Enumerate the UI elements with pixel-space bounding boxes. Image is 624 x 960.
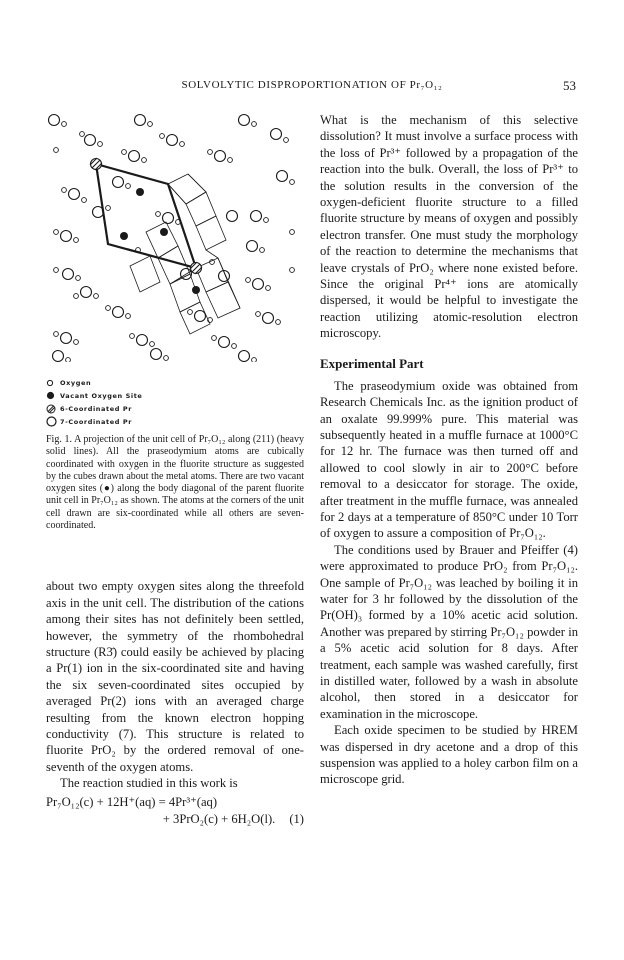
filled-circle-icon [46, 391, 60, 400]
equation-line-1: Pr₇O₁₂(c) + 12H⁺(aq) = 4Pr³⁺(aq) [46, 794, 218, 809]
figure-legend [46, 376, 304, 428]
large-open-circle-icon [46, 416, 60, 427]
page-number: 53 [563, 78, 576, 93]
equation-number: (1) [289, 811, 304, 826]
page-header [0, 79, 624, 95]
paragraph-2: The conditions used by Brauer and Pfeiffer (4) were approximated to produce PrO₂ from Pr₇O₁₂. One sample of Pr₇O₁₂ was leached by boiling it in water for 3 hr followed by the dissolution of the Pr(OH)₃ formed by a 10% acetic acid solution. Another was prepared by stirring Pr₇O₁₂ powder in a 5% acetic acid solution for 8 days. After treatment, each sample was washed carefully, first in distilled water, followed by a wash in absolute alcohol, then stored in a desiccator for examination in the microscope. [320, 542, 578, 721]
unit-cell-figure [46, 112, 304, 362]
legend-label: Vacant Oxygen Site [60, 391, 143, 400]
small-open-circle-icon [46, 379, 60, 387]
legend-item-vacant-oxygen [46, 389, 304, 402]
legend-label: 7-Coordinated Pr [60, 417, 133, 426]
equation-line-2: + 3PrO₂(c) + 6H₂O(l). [162, 811, 276, 826]
figure-caption [46, 434, 304, 532]
legend-item-6-coordinated [46, 402, 304, 415]
coordination-cubes [108, 174, 240, 334]
paragraph-mechanism: What is the mechanism of this selective dissolution? It must involve a surface process with the loss of Pr³⁺ followed by a propagation of the reaction into the bulk. Overall, the loss of Pr³⁺ to the solution results in the conversion of the oxygen-deficient fluorite structure to a filled fluorite structure by means of oxygen and possibly electron transfer. One must study the morphology of the reaction to determine the mechanisms that leave crystals of PrO₂ where none existed before. Since the original Pr⁴⁺ ions are atomically dispersed, it would be helpful to investigate the reaction utilizing atomic-resolution electron microscopy. [320, 113, 578, 341]
pr-7-coordinated-atoms [49, 115, 288, 362]
caption-text: A projection of the unit cell of Pr₇O₁₂ along (211) (heavy solid lines). All the praseodymium atoms are cubically coordinated with oxygen in the fluorite structure as suggested by the cubes drawn about the metal atoms. There are two vacant oxygen sites (●) along the body diagonal of the parent fluorite unit cell in Pr₇O₁₂ as shown. The atoms at the corners of the unit cell drawn are six-coordinated while all others are seven-coordinated. [46, 434, 305, 532]
legend-item-oxygen [46, 376, 304, 389]
running-head: SOLVOLYTIC DISPROPORTIONATION OF Pr₇O₁₂ [181, 79, 443, 91]
paragraph-continued: about two empty oxygen sites along the threefold axis in the unit cell. The distribution of the cations among their sites has not definitely been settled, however, the symmetry of the rhombohedral structure (R3̄) could easily be achieved by placing a Pr(1) ion in the six-coordinated site and having the six seven-coordinated sites occupied by averaged Pr(2) ions with an averaged charge resulting from the known electron hopping conductivity (7). This structure is related to fluorite PrO₂ by the ordered removal of one-seventh of the oxygen atoms. [46, 579, 304, 774]
legend-item-7-coordinated [46, 415, 304, 428]
hatched-circle-icon [46, 404, 60, 414]
caption-label: Fig. 1. [46, 434, 72, 445]
paragraph-3: Each oxide specimen to be studied by HREM was dispersed in dry acetone and a drop of this suspension was applied to a holey carbon film on a microscope grid. [320, 723, 578, 787]
paragraph-1: The praseodymium oxide was obtained from Research Chemicals Inc. as the ignition product of an oxalate 99.999% pure. This material was subsequently heated in a muffle furnace at 1000°C for 12 hr. The furnace was then turned off and allowed to cool slowly in air to 200°C before removal to a desiccator for storage. The oxide, after treatment in the muffle furnace, was annealed for 2 days at a temperature of 850°C under 10 Torr of oxygen to assure a composition of Pr₇O₁₂. [320, 378, 578, 541]
paragraph-reaction: The reaction studied in this work is [60, 776, 238, 791]
oxygen-atoms [54, 122, 295, 362]
equation-1 [46, 794, 304, 828]
section-heading: Experimental Part [320, 355, 424, 371]
legend-label: Oxygen [60, 378, 92, 387]
left-column [46, 112, 304, 828]
legend-label: 6-Coordinated Pr [60, 404, 133, 413]
right-column [320, 112, 578, 788]
